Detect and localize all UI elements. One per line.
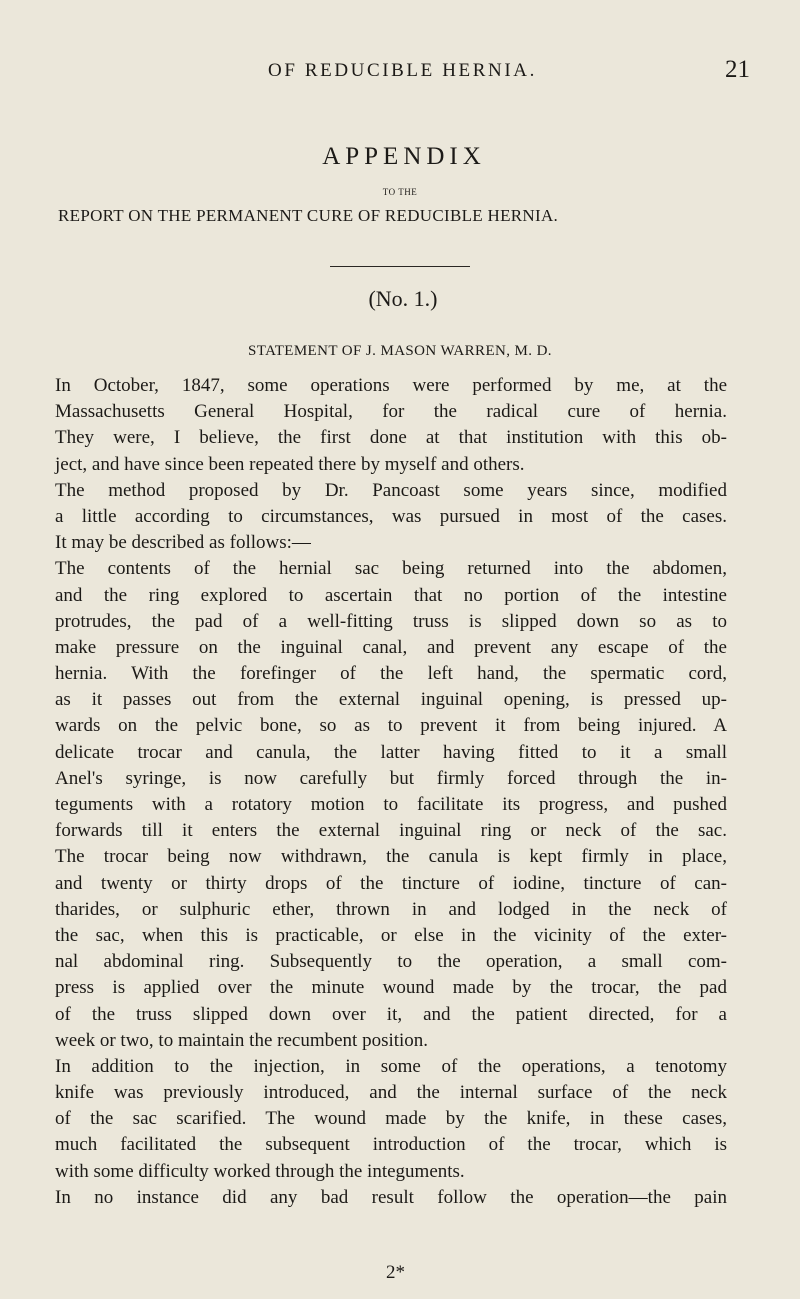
- body-line: as it passes out from the external inguinal opening, is pressed up-: [55, 689, 727, 711]
- body-line: forwards till it enters the external inguinal ring or neck of the sac.: [55, 820, 727, 842]
- running-head-title: OF REDUCIBLE HERNIA.: [268, 60, 537, 81]
- body-line: of the truss slipped down over it, and the patient directed, for a: [55, 1003, 727, 1025]
- body-line: ject, and have since been repeated there by myself and others.: [55, 453, 525, 475]
- body-line: delicate trocar and canula, the latter having fitted to it a small: [55, 741, 727, 763]
- statement-number: (No. 1.): [368, 286, 438, 311]
- body-line: The trocar being now withdrawn, the canula is kept firmly in place,: [55, 846, 727, 868]
- body-line: In no instance did any bad result follow the operation—the pain: [55, 1186, 727, 1208]
- body-line: In October, 1847, some operations were performed by me, at the: [55, 375, 727, 396]
- page-number: 21: [725, 56, 750, 83]
- body-line: with some difficulty worked through the integuments.: [55, 1160, 465, 1182]
- body-line: press is applied over the minute wound made by the trocar, the pad: [55, 977, 727, 999]
- to-the-subheading: TO THE: [382, 187, 418, 197]
- body-line: They were, I believe, the first done at that institution with this ob-: [55, 427, 727, 449]
- signature-mark: 2*: [386, 1262, 405, 1283]
- body-line: teguments with a rotatory motion to facilitate its progress, and pushed: [55, 794, 727, 815]
- body-line: It may be described as follows:—: [55, 532, 311, 554]
- body-line: tharides, or sulphuric ether, thrown in and lodged in the neck of: [55, 898, 727, 920]
- body-line: the sac, when this is practicable, or else in the vicinity of the exter-: [55, 924, 727, 946]
- body-line: hernia. With the forefinger of the left hand, the spermatic cord,: [55, 663, 727, 685]
- body-line: wards on the pelvic bone, so as to prevent it from being injured. A: [55, 715, 727, 737]
- report-title: REPORT ON THE PERMANENT CURE OF REDUCIBLE HERNIA.: [58, 206, 559, 225]
- body-text: [55, 373, 727, 1211]
- body-line: The method proposed by Dr. Pancoast some years since, modified: [55, 479, 727, 501]
- body-line: a little according to circumstances, was pursued in most of the cases.: [55, 505, 727, 527]
- statement-heading: STATEMENT OF J. MASON WARREN, M. D.: [248, 343, 552, 359]
- body-line: Anel's syringe, is now carefully but firmly forced through the in-: [55, 767, 727, 789]
- body-line: much facilitated the subsequent introduction of the trocar, which is: [55, 1134, 727, 1156]
- body-line: The contents of the hernial sac being returned into the abdomen,: [55, 558, 727, 580]
- body-line: protrudes, the pad of a well-fitting truss is slipped down so as to: [55, 610, 727, 632]
- body-line: Massachusetts General Hospital, for the radical cure of hernia.: [55, 401, 727, 423]
- body-line: and twenty or thirty drops of the tincture of iodine, tincture of can-: [55, 872, 727, 894]
- appendix-heading: APPENDIX: [322, 143, 486, 170]
- body-line: nal abdominal ring. Subsequently to the operation, a small com-: [55, 951, 727, 973]
- running-head: [0, 50, 800, 90]
- body-line: In addition to the injection, in some of the operations, a tenotomy: [55, 1055, 727, 1077]
- section-divider: [330, 266, 470, 267]
- body-line: of the sac scarified. The wound made by the knife, in these cases,: [55, 1108, 727, 1130]
- body-line: make pressure on the inguinal canal, and prevent any escape of the: [55, 636, 727, 658]
- body-line: week or two, to maintain the recumbent position.: [55, 1029, 429, 1051]
- body-line: knife was previously introduced, and the internal surface of the neck: [55, 1082, 727, 1104]
- body-line: and the ring explored to ascertain that no portion of the intestine: [55, 584, 727, 606]
